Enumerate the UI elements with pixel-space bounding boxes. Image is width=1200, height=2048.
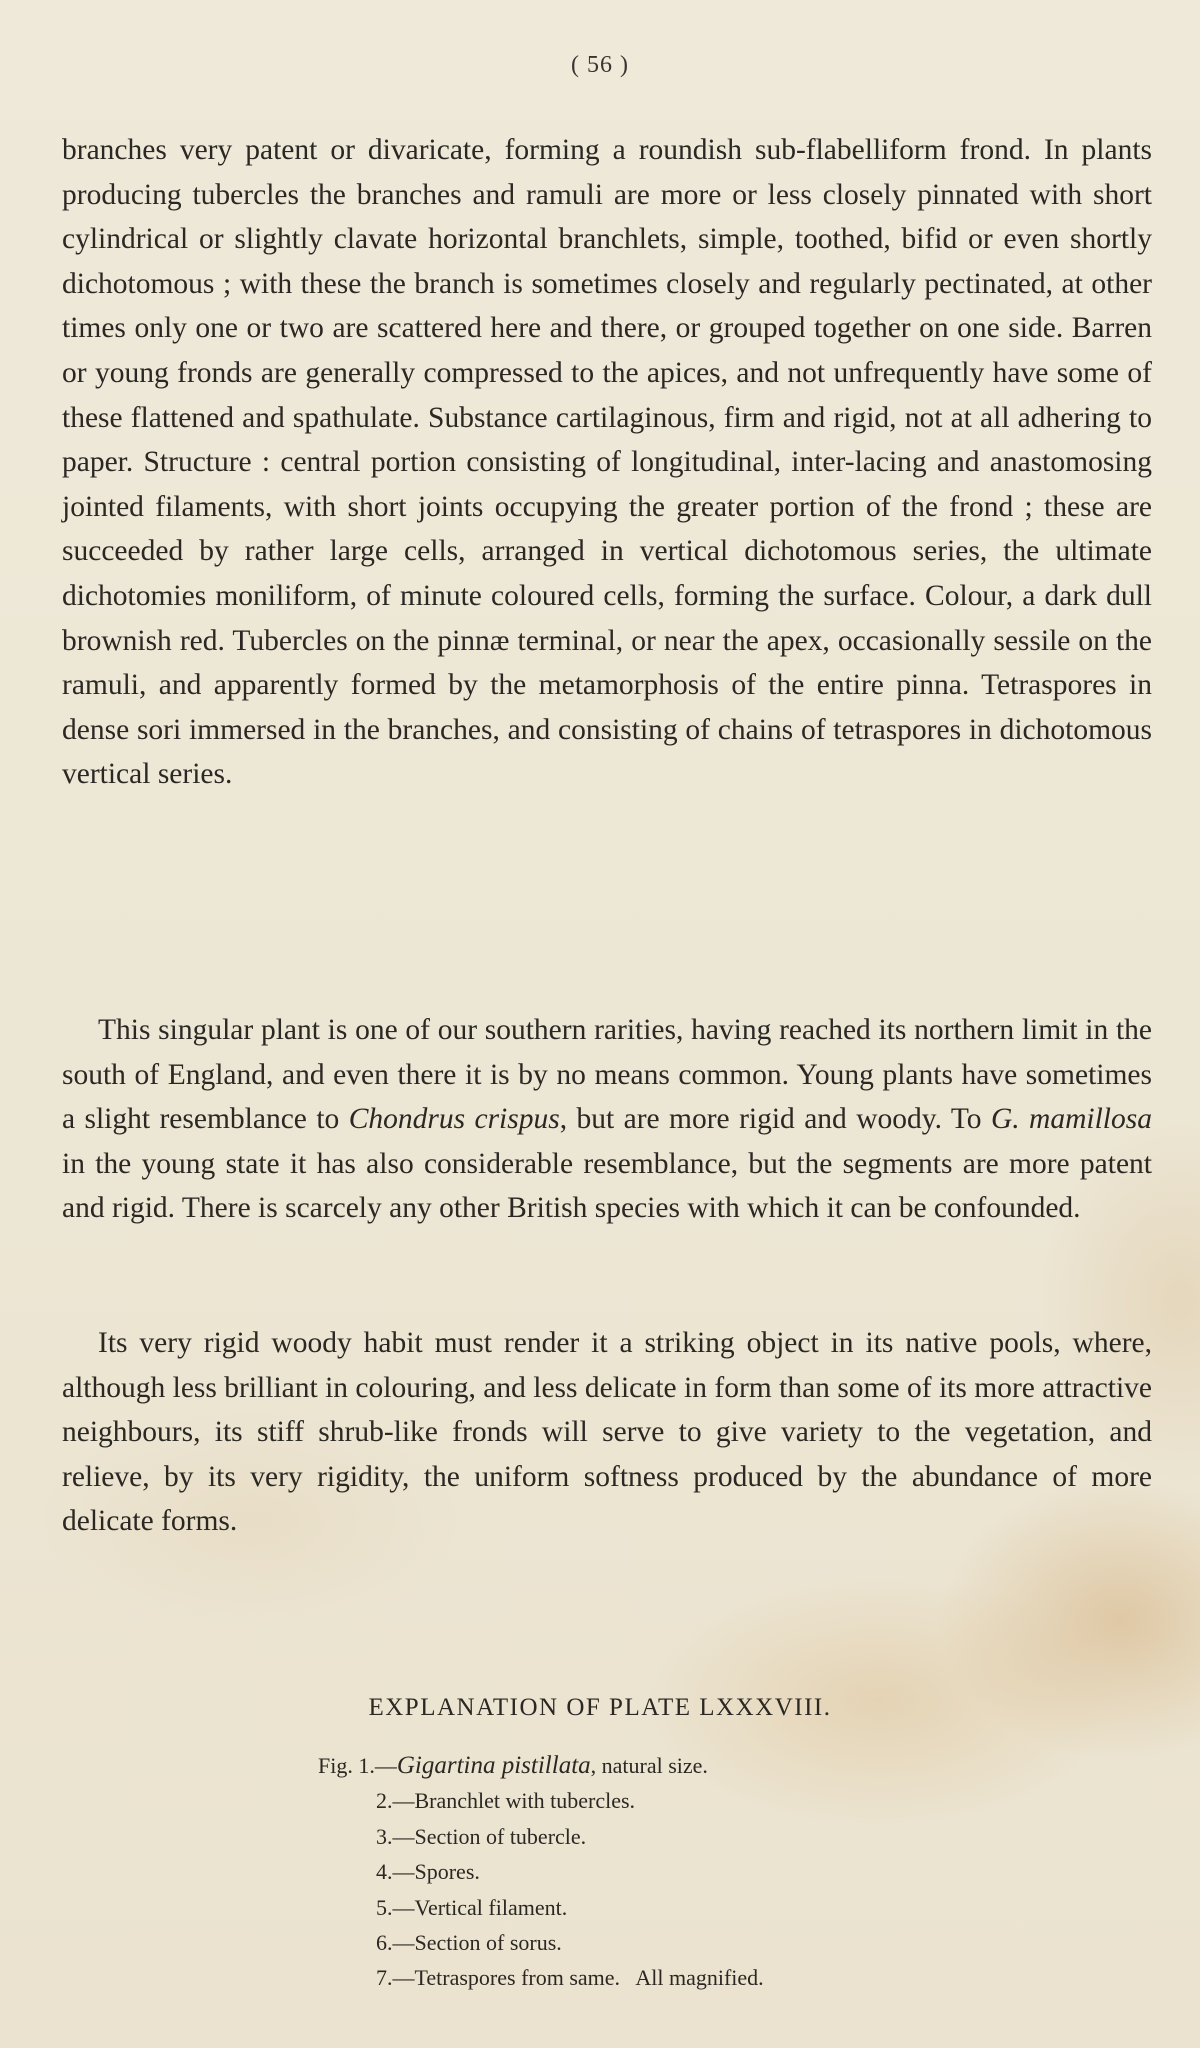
figure-captions <box>318 1748 764 1996</box>
remarks-paragraph <box>62 1008 1152 1231</box>
figure-caption-6: 6.—Section of sorus. <box>376 1930 562 1956</box>
figure-number: Fig. 1.— <box>318 1753 397 1778</box>
species-name-chondrus: Chondrus crispus <box>348 1103 560 1136</box>
paragraph-text <box>62 1008 1152 1231</box>
figure-caption-2: 2.—Branchlet with tubercles. <box>376 1788 636 1814</box>
plate-explanation-title: EXPLANATION OF PLATE LXXXVIII. <box>368 1694 832 1721</box>
text-run: This singular plant is one of our southern rarities, having reached its northern limit in the south of England, and even there it is by no means common. Young plants have sometimes a slight resemblance to <box>62 1014 1152 1136</box>
figure-caption-5: 5.—Vertical filament. <box>376 1894 568 1920</box>
habit-paragraph <box>62 1321 1152 1544</box>
paragraph-text: Its very rigid woody habit must render it a striking object in its native pools, where, although less brilliant in colouring, and less delicate in form than some of its more attractive neighbours, its stiff shrub-like fronds will serve to give variety to the vegetation, and relieve, by its very rigidity, the uniform softness produced by the abundance of more delicate forms. <box>62 1327 1152 1538</box>
figure-caption-text: , natural size. <box>590 1753 708 1778</box>
figure-caption-4: 4.—Spores. <box>376 1859 480 1885</box>
species-name: Gigartina pistillata <box>396 1752 591 1779</box>
figure-caption-7: 7.—Tetraspores from same. All magnified. <box>376 1965 764 1991</box>
paragraph-text: branches very patent or divaricate, forming a roundish sub-flabelliform frond. In plants producing tubercles the branches and ramuli are more or less closely pinnated with short cylindrical or slightly clavate horizontal branchlets, simple, toothed, bifid or even shortly dichotomous ; with these the branch is sometimes closely and regularly pectinated, at other times only one or two are scattered here and there, or grouped together on one side. Barren or young fronds are generally compressed to the apices, and not unfrequently have some of these flattened and spathulate. Substance cartilaginous, firm and rigid, not at all adhering to paper. Structure : central portion consisting of longitudinal, inter-lacing and anastomosing jointed filaments, with short joints occupying the greater portion of the frond ; these are succeeded by rather large cells, arranged in vertical dichotomous series, the ultimate dichotomies moniliform, of minute coloured cells, forming the surface. Colour, a dark dull brownish red. Tubercles on the pinnæ terminal, or near the apex, occasionally sessile on the ramuli, and apparently formed by the metamorphosis of the entire pinna. Tetraspores in dense sori immersed in the branches, and consisting of chains of tetraspores in dichotomous vertical series. <box>62 134 1152 791</box>
text-run: , but are more rigid and woody. To <box>559 1103 991 1136</box>
text-run: in the young state it has also considerable resemblance, but the segments are more patent and rigid. There is scarcely any other British species with which it can be confounded. <box>62 1147 1152 1225</box>
figure-caption-3: 3.—Section of tubercle. <box>376 1823 587 1849</box>
description-paragraph <box>62 128 1152 797</box>
figure-caption-1 <box>318 1748 764 1783</box>
species-name-mamillosa: G. mamillosa <box>990 1103 1152 1136</box>
page-number: ( 56 ) <box>571 52 629 78</box>
